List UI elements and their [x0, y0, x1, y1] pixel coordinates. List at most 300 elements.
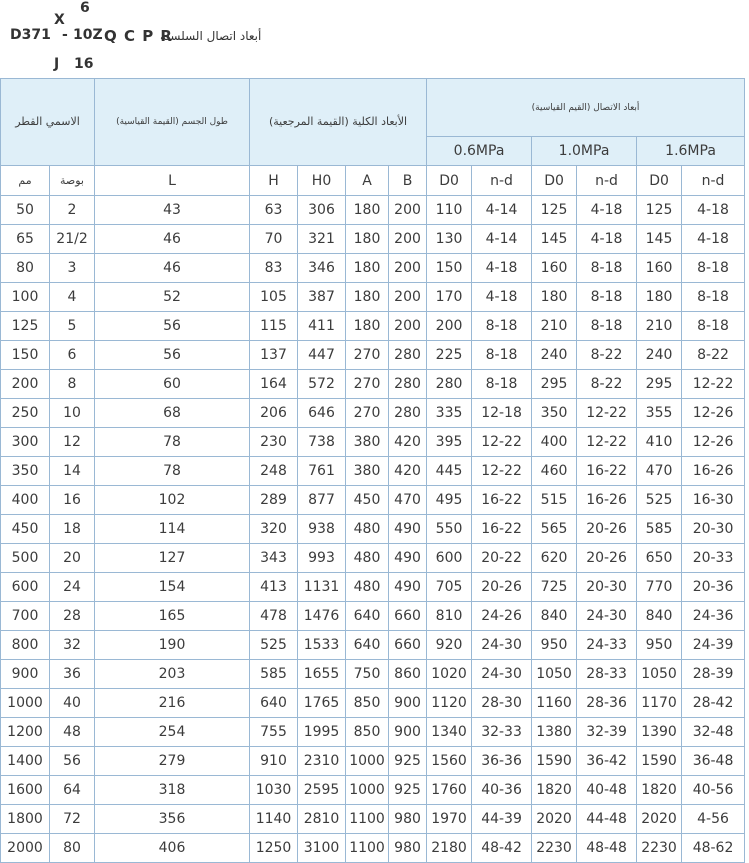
table-cell: 300	[1, 428, 50, 457]
table-cell: 8-18	[472, 312, 532, 341]
table-cell: 445	[427, 457, 472, 486]
table-cell: 180	[346, 196, 389, 225]
table-cell: 46	[95, 254, 250, 283]
header-b: B	[389, 166, 427, 196]
table-cell: 114	[95, 515, 250, 544]
table-cell: 20-30	[577, 573, 637, 602]
table-cell: 1131	[298, 573, 346, 602]
table-cell: 52	[95, 283, 250, 312]
table-cell: 160	[637, 254, 682, 283]
table-cell: 48-42	[472, 834, 532, 863]
table-cell: 600	[1, 573, 50, 602]
table-row	[1, 486, 745, 515]
table-cell: 12-22	[577, 399, 637, 428]
table-cell: 3	[50, 254, 95, 283]
header-nd-10: n-d	[577, 166, 637, 196]
table-cell: 36-48	[682, 747, 745, 776]
table-cell: 4-18	[472, 283, 532, 312]
table-cell: 646	[298, 399, 346, 428]
table-cell: 490	[389, 573, 427, 602]
table-cell: 70	[250, 225, 298, 254]
table-cell: 230	[250, 428, 298, 457]
table-cell: 56	[95, 341, 250, 370]
table-cell: 20-26	[472, 573, 532, 602]
table-cell: 8-22	[577, 341, 637, 370]
table-cell: 12-22	[682, 370, 745, 399]
table-cell: 585	[637, 515, 682, 544]
table-cell: 346	[298, 254, 346, 283]
table-cell: 2310	[298, 747, 346, 776]
table-cell: 10	[50, 399, 95, 428]
table-row	[1, 805, 745, 834]
table-cell: 2020	[637, 805, 682, 834]
table-cell: 8-18	[472, 370, 532, 399]
table-cell: 110	[427, 196, 472, 225]
table-cell: 738	[298, 428, 346, 457]
table-cell: 1250	[250, 834, 298, 863]
table-cell: 705	[427, 573, 472, 602]
table-cell: 44-48	[577, 805, 637, 834]
table-cell: 270	[346, 370, 389, 399]
table-cell: 145	[637, 225, 682, 254]
table-cell: 20	[50, 544, 95, 573]
table-cell: 525	[637, 486, 682, 515]
table-row	[1, 631, 745, 660]
table-cell: 12-26	[682, 428, 745, 457]
table-cell: 170	[427, 283, 472, 312]
table-cell: 840	[532, 602, 577, 631]
table-cell: 8-18	[577, 312, 637, 341]
table-row	[1, 776, 745, 805]
table-cell: 254	[95, 718, 250, 747]
table-cell: 321	[298, 225, 346, 254]
table-cell: 920	[427, 631, 472, 660]
table-cell: 8-18	[577, 254, 637, 283]
table-cell: 413	[250, 573, 298, 602]
table-cell: 810	[427, 602, 472, 631]
table-cell: 1200	[1, 718, 50, 747]
table-cell: 20-22	[472, 544, 532, 573]
table-cell: 938	[298, 515, 346, 544]
table-cell: 20-33	[682, 544, 745, 573]
table-cell: 80	[50, 834, 95, 863]
table-cell: 700	[1, 602, 50, 631]
table-row	[1, 428, 745, 457]
table-cell: 460	[532, 457, 577, 486]
model-dash: -	[62, 27, 68, 43]
table-cell: 1765	[298, 689, 346, 718]
table-cell: 160	[532, 254, 577, 283]
table-cell: 980	[389, 805, 427, 834]
table-cell: 270	[346, 341, 389, 370]
header-pressure-1.6: 1.6MPa	[637, 137, 745, 166]
table-cell: 650	[637, 544, 682, 573]
table-cell: 16-22	[472, 515, 532, 544]
table-cell: 515	[532, 486, 577, 515]
table-cell: 180	[346, 225, 389, 254]
table-cell: 125	[532, 196, 577, 225]
table-cell: 755	[250, 718, 298, 747]
table-cell: 150	[427, 254, 472, 283]
table-row	[1, 254, 745, 283]
table-cell: 640	[250, 689, 298, 718]
table-cell: 16-26	[577, 486, 637, 515]
table-cell: 910	[250, 747, 298, 776]
table-cell: 12-26	[682, 399, 745, 428]
table-cell: 411	[298, 312, 346, 341]
table-cell: 1800	[1, 805, 50, 834]
header-nd-16: n-d	[682, 166, 745, 196]
table-cell: 248	[250, 457, 298, 486]
table-cell: 4-14	[472, 225, 532, 254]
table-cell: 1655	[298, 660, 346, 689]
table-cell: 480	[346, 515, 389, 544]
table-cell: 1995	[298, 718, 346, 747]
table-cell: 1560	[427, 747, 472, 776]
table-cell: 40-36	[472, 776, 532, 805]
table-cell: 4-56	[682, 805, 745, 834]
table-cell: 32-33	[472, 718, 532, 747]
table-cell: 180	[346, 283, 389, 312]
table-cell: 620	[532, 544, 577, 573]
table-cell: 12-22	[577, 428, 637, 457]
table-cell: 32-48	[682, 718, 745, 747]
table-cell: 1000	[346, 776, 389, 805]
table-cell: 225	[427, 341, 472, 370]
table-row	[1, 370, 745, 399]
model-prefix: D371	[10, 27, 51, 43]
table-cell: 395	[427, 428, 472, 457]
table-cell: 24-36	[682, 602, 745, 631]
header-nd-06: n-d	[472, 166, 532, 196]
table-cell: 800	[1, 631, 50, 660]
table-cell: 200	[1, 370, 50, 399]
table-cell: 180	[346, 312, 389, 341]
table-cell: 925	[389, 747, 427, 776]
table-cell: 900	[389, 718, 427, 747]
table-cell: 125	[637, 196, 682, 225]
table-cell: 250	[1, 399, 50, 428]
header-overall-dimensions: الأبعاد الكلية (القيمة المرجعية)	[250, 79, 427, 166]
table-cell: 490	[389, 544, 427, 573]
table-cell: 63	[250, 196, 298, 225]
table-cell: 860	[389, 660, 427, 689]
table-cell: 8-22	[577, 370, 637, 399]
table-cell: 550	[427, 515, 472, 544]
header-pressure-0.6: 0.6MPa	[427, 137, 532, 166]
table-cell: 72	[50, 805, 95, 834]
model-x: X	[54, 12, 65, 28]
table-cell: 78	[95, 428, 250, 457]
table-cell: 1050	[637, 660, 682, 689]
table-cell: 1476	[298, 602, 346, 631]
table-cell: 380	[346, 457, 389, 486]
table-cell: 21/2	[50, 225, 95, 254]
table-cell: 4-18	[577, 196, 637, 225]
table-row	[1, 834, 745, 863]
table-cell: 356	[95, 805, 250, 834]
table-cell: 1590	[637, 747, 682, 776]
table-cell: 115	[250, 312, 298, 341]
table-cell: 180	[637, 283, 682, 312]
table-cell: 1050	[532, 660, 577, 689]
table-cell: 200	[389, 225, 427, 254]
table-cell: 145	[532, 225, 577, 254]
table-cell: 280	[389, 341, 427, 370]
table-cell: 950	[637, 631, 682, 660]
model-superscript: 6	[80, 0, 90, 16]
table-cell: 761	[298, 457, 346, 486]
table-cell: 1390	[637, 718, 682, 747]
table-cell: 410	[637, 428, 682, 457]
table-cell: 660	[389, 602, 427, 631]
table-cell: 210	[532, 312, 577, 341]
table-cell: 295	[637, 370, 682, 399]
spec-table	[0, 78, 745, 863]
header-connection-dimensions: أبعاد الاتصال (القيم القياسية)	[427, 79, 745, 137]
table-cell: 306	[298, 196, 346, 225]
table-cell: 78	[95, 457, 250, 486]
table-cell: 387	[298, 283, 346, 312]
table-row	[1, 660, 745, 689]
table-cell: 1140	[250, 805, 298, 834]
table-cell: 190	[95, 631, 250, 660]
table-cell: 200	[389, 196, 427, 225]
table-row	[1, 399, 745, 428]
model-10z: 10Z	[73, 27, 103, 43]
table-cell: 24-30	[472, 631, 532, 660]
table-cell: 585	[250, 660, 298, 689]
table-cell: 2000	[1, 834, 50, 863]
table-cell: 206	[250, 399, 298, 428]
table-cell: 32-39	[577, 718, 637, 747]
table-row	[1, 747, 745, 776]
table-cell: 565	[532, 515, 577, 544]
header-a: A	[346, 166, 389, 196]
table-row	[1, 457, 745, 486]
table-cell: 343	[250, 544, 298, 573]
table-cell: 24-30	[577, 602, 637, 631]
table-cell: 65	[1, 225, 50, 254]
table-cell: 20-26	[577, 544, 637, 573]
table-cell: 900	[1, 660, 50, 689]
table-cell: 20-36	[682, 573, 745, 602]
table-cell: 450	[1, 515, 50, 544]
header-pressure-1.0: 1.0MPa	[532, 137, 637, 166]
table-cell: 478	[250, 602, 298, 631]
table-cell: 1000	[346, 747, 389, 776]
header-nominal-diameter: الاسمي القطر	[1, 79, 95, 166]
table-cell: 600	[427, 544, 472, 573]
table-cell: 1100	[346, 805, 389, 834]
table-cell: 420	[389, 428, 427, 457]
table-cell: 56	[50, 747, 95, 776]
table-cell: 48	[50, 718, 95, 747]
table-row	[1, 196, 745, 225]
table-cell: 640	[346, 631, 389, 660]
header-h: H	[250, 166, 298, 196]
table-cell: 770	[637, 573, 682, 602]
table-cell: 406	[95, 834, 250, 863]
table-cell: 24-30	[472, 660, 532, 689]
table-cell: 450	[346, 486, 389, 515]
table-cell: 1030	[250, 776, 298, 805]
table-cell: 640	[346, 602, 389, 631]
table-cell: 28-39	[682, 660, 745, 689]
table-row	[1, 573, 745, 602]
table-cell: 1820	[637, 776, 682, 805]
table-cell: 1160	[532, 689, 577, 718]
table-cell: 1100	[346, 834, 389, 863]
table-cell: 8-18	[577, 283, 637, 312]
table-cell: 40	[50, 689, 95, 718]
table-cell: 470	[637, 457, 682, 486]
table-cell: 355	[637, 399, 682, 428]
table-cell: 24-26	[472, 602, 532, 631]
table-cell: 203	[95, 660, 250, 689]
table-cell: 46	[95, 225, 250, 254]
table-cell: 43	[95, 196, 250, 225]
table-cell: 216	[95, 689, 250, 718]
table-cell: 1760	[427, 776, 472, 805]
table-cell: 8-18	[682, 312, 745, 341]
table-cell: 14	[50, 457, 95, 486]
table-cell: 4-18	[472, 254, 532, 283]
table-cell: 24-33	[577, 631, 637, 660]
table-row	[1, 602, 745, 631]
table-body	[1, 196, 745, 863]
table-cell: 18	[50, 515, 95, 544]
table-cell: 4-18	[682, 196, 745, 225]
table-cell: 12	[50, 428, 95, 457]
table-cell: 877	[298, 486, 346, 515]
table-cell: 12-18	[472, 399, 532, 428]
header-inch: بوصة	[50, 166, 95, 196]
table-cell: 8-18	[472, 341, 532, 370]
table-cell: 6	[50, 341, 95, 370]
table-cell: 40-56	[682, 776, 745, 805]
table-row	[1, 689, 745, 718]
table-cell: 105	[250, 283, 298, 312]
table-cell: 335	[427, 399, 472, 428]
table-cell: 28-33	[577, 660, 637, 689]
table-cell: 20-26	[577, 515, 637, 544]
table-cell: 1590	[532, 747, 577, 776]
table-cell: 400	[1, 486, 50, 515]
table-cell: 490	[389, 515, 427, 544]
table-cell: 495	[427, 486, 472, 515]
table-cell: 127	[95, 544, 250, 573]
table-cell: 164	[250, 370, 298, 399]
table-row	[1, 225, 745, 254]
table-row	[1, 283, 745, 312]
table-cell: 480	[346, 573, 389, 602]
table-cell: 1533	[298, 631, 346, 660]
table-cell: 125	[1, 312, 50, 341]
table-cell: 8-22	[682, 341, 745, 370]
table-cell: 279	[95, 747, 250, 776]
table-cell: 350	[532, 399, 577, 428]
table-cell: 154	[95, 573, 250, 602]
table-cell: 280	[389, 399, 427, 428]
table-cell: 200	[389, 283, 427, 312]
table-cell: 8-18	[682, 283, 745, 312]
table-cell: 28-36	[577, 689, 637, 718]
table-cell: 16	[50, 486, 95, 515]
table-cell: 320	[250, 515, 298, 544]
table-cell: 240	[637, 341, 682, 370]
table-cell: 4-18	[577, 225, 637, 254]
table-cell: 350	[1, 457, 50, 486]
table-cell: 200	[389, 312, 427, 341]
table-cell: 68	[95, 399, 250, 428]
table-cell: 36-42	[577, 747, 637, 776]
table-cell: 44-39	[472, 805, 532, 834]
table-row	[1, 544, 745, 573]
table-cell: 925	[389, 776, 427, 805]
table-cell: 1170	[637, 689, 682, 718]
table-cell: 40-48	[577, 776, 637, 805]
table-cell: 36-36	[472, 747, 532, 776]
table-cell: 850	[346, 718, 389, 747]
table-cell: 950	[532, 631, 577, 660]
model-caption: أبعاد اتصال السلسلة	[160, 29, 262, 43]
table-cell: 1820	[532, 776, 577, 805]
table-cell: 500	[1, 544, 50, 573]
table-cell: 12-22	[472, 428, 532, 457]
table-cell: 280	[427, 370, 472, 399]
table-cell: 48-62	[682, 834, 745, 863]
table-cell: 525	[250, 631, 298, 660]
table-cell: 1340	[427, 718, 472, 747]
table-cell: 80	[1, 254, 50, 283]
table-cell: 4-18	[682, 225, 745, 254]
table-cell: 470	[389, 486, 427, 515]
table-cell: 750	[346, 660, 389, 689]
table-cell: 420	[389, 457, 427, 486]
table-cell: 200	[427, 312, 472, 341]
table-cell: 993	[298, 544, 346, 573]
model-j: J	[54, 56, 60, 72]
table-cell: 1380	[532, 718, 577, 747]
table-cell: 102	[95, 486, 250, 515]
table-cell: 572	[298, 370, 346, 399]
table-cell: 16-22	[577, 457, 637, 486]
table-cell: 2180	[427, 834, 472, 863]
table-cell: 725	[532, 573, 577, 602]
table-cell: 2020	[532, 805, 577, 834]
table-cell: 270	[346, 399, 389, 428]
table-cell: 16-30	[682, 486, 745, 515]
header-d0-10: D0	[532, 166, 577, 196]
table-cell: 60	[95, 370, 250, 399]
table-cell: 1400	[1, 747, 50, 776]
header-d0-06: D0	[427, 166, 472, 196]
header-h0: H0	[298, 166, 346, 196]
table-cell: 5	[50, 312, 95, 341]
table-cell: 180	[346, 254, 389, 283]
table-cell: 24	[50, 573, 95, 602]
header-d0-16: D0	[637, 166, 682, 196]
table-row	[1, 312, 745, 341]
table-cell: 295	[532, 370, 577, 399]
table-cell: 20-30	[682, 515, 745, 544]
table-cell: 28	[50, 602, 95, 631]
header-mm: مم	[1, 166, 50, 196]
table-cell: 48-48	[577, 834, 637, 863]
table-cell: 2	[50, 196, 95, 225]
table-row	[1, 515, 745, 544]
